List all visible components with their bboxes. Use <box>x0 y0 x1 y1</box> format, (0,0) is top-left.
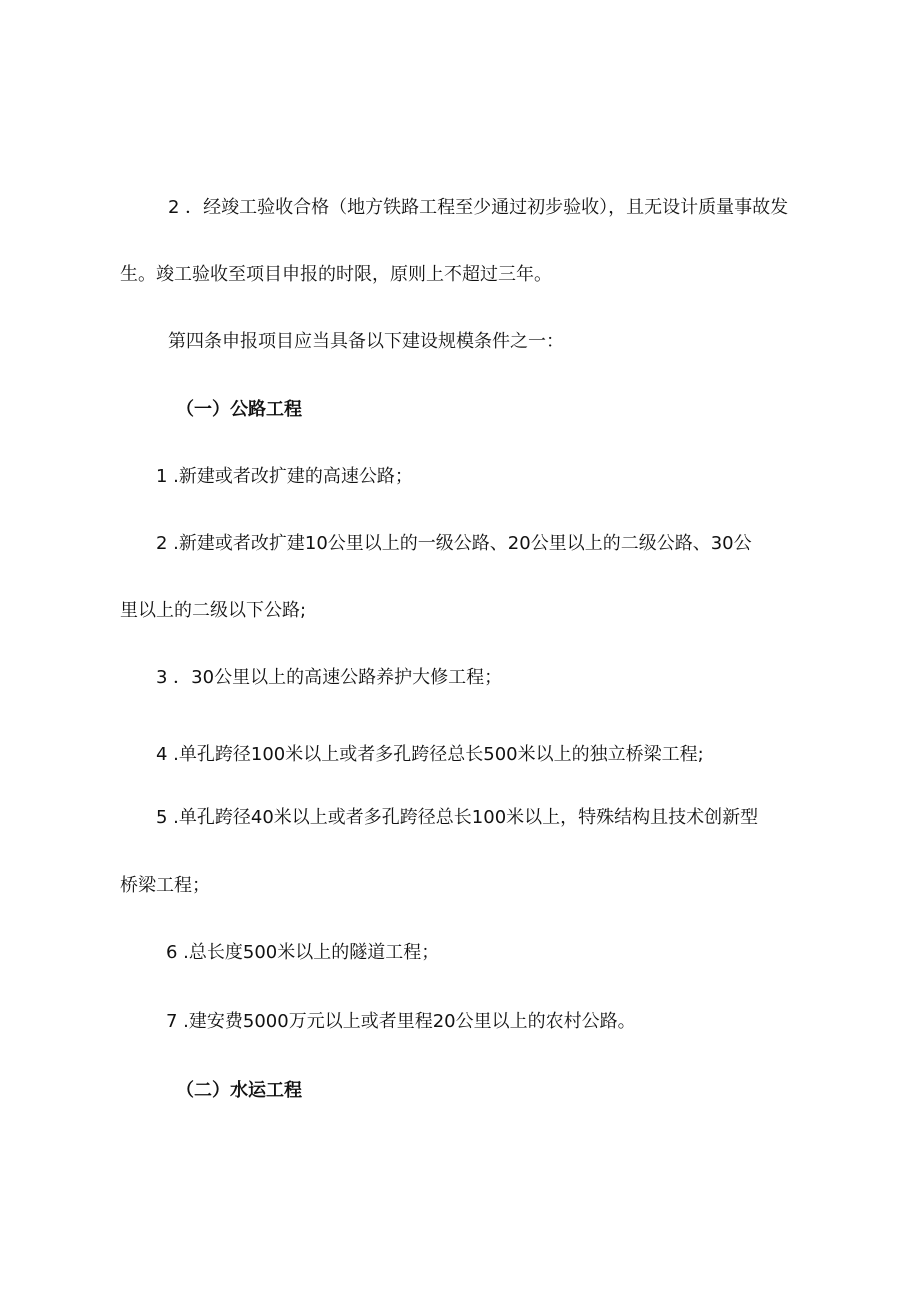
paragraph-line-1: 2 ．经竣工验收合格（地方铁路工程至少通过初步验收），且无设计质量事故发 <box>168 197 789 218</box>
list-item-2-continued: 里以上的二级以下公路; <box>120 600 307 621</box>
list-item-6: 6 .总长度500米以上的隧道工程； <box>166 942 440 963</box>
list-item-4: 4 .单孔跨径100米以上或者多孔跨径总长500米以上的独立桥梁工程; <box>156 744 704 765</box>
list-item-2: 2 .新建或者改扩建10公里以上的一级公路、20公里以上的二级公路、30公 <box>156 533 752 554</box>
list-item-1: 1 .新建或者改扩建的高速公路； <box>156 466 413 487</box>
section-heading-waterway: （二）水运工程 <box>176 1080 302 1101</box>
article-four-text: 第四条申报项目应当具备以下建设规模条件之一： <box>168 331 564 352</box>
list-item-5-continued: 桥梁工程； <box>120 875 210 896</box>
list-item-5: 5 .单孔跨径40米以上或者多孔跨径总长100米以上，特殊结构且技术创新型 <box>156 807 759 828</box>
paragraph-line-2: 生。竣工验收至项目申报的时限，原则上不超过三年。 <box>120 264 552 285</box>
list-item-7: 7 .建安费5000万元以上或者里程20公里以上的农村公路。 <box>166 1011 636 1032</box>
list-item-3: 3 ．30公里以上的高速公路养护大修工程； <box>156 667 503 688</box>
section-heading-highway: （一）公路工程 <box>176 399 302 420</box>
